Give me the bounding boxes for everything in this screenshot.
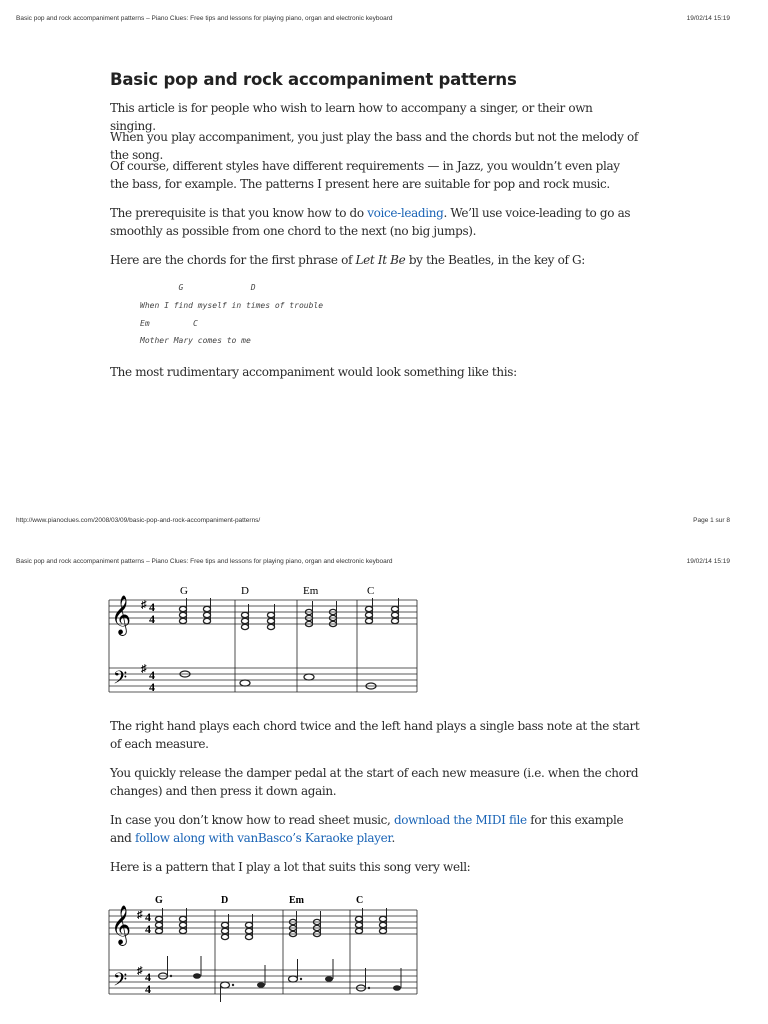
header-title: Basic pop and rock accompaniment patterns – Piano Clues: Free tips and lessons for playing piano, organ and electronic keyboard xyxy=(16,558,393,565)
page-header xyxy=(16,15,730,22)
key-signature-sharp: ♯ xyxy=(141,599,147,611)
lyrics-line: When I find myself in times of trouble xyxy=(140,301,324,310)
time-signature: 4 xyxy=(145,982,151,996)
voice-leading-link[interactable]: voice-leading xyxy=(367,206,444,220)
bass-clef-icon: 𝄢 xyxy=(113,667,128,692)
paragraph-text: When you play accompaniment, you just play the bass and the chords but not the melody of the song. xyxy=(110,130,638,162)
chord-label: C xyxy=(367,585,375,597)
paragraph-text: Of course, different styles have different requirements — in Jazz, you wouldn’t even play the bass, for example. The patterns I present here are suitable for pop and rock music. xyxy=(110,159,620,191)
time-signature: 4 xyxy=(149,680,155,694)
lyrics-line: Mother Mary comes to me xyxy=(140,336,251,345)
paragraph xyxy=(110,251,640,269)
lyrics-chord-line: G D xyxy=(140,283,256,292)
chord-label: Em xyxy=(303,585,319,597)
page-footer xyxy=(16,517,730,524)
article-title-block xyxy=(110,70,640,89)
paragraph-text: This article is for people who wish to learn how to accompany a singer, or their own singing. xyxy=(110,101,593,133)
treble-clef-icon: 𝄞 xyxy=(111,597,132,634)
time-signature: 4 xyxy=(149,612,155,626)
paragraph xyxy=(110,717,640,753)
vanbasco-karaoke-link[interactable]: follow along with vanBasco’s Karaoke player xyxy=(134,831,392,845)
bass-clef-icon: 𝄢 xyxy=(113,969,128,994)
chord-label: G xyxy=(180,585,188,597)
paragraph-text xyxy=(110,204,640,240)
footer-url: http://www.pianoclues.com/2008/03/09/basic-pop-and-rock-accompaniment-patterns/ xyxy=(16,517,261,524)
treble-clef-icon: 𝄞 xyxy=(111,907,132,944)
download-midi-link[interactable]: download the MIDI file xyxy=(393,813,527,827)
paragraph-text xyxy=(110,251,640,269)
time-signature: 4 xyxy=(145,970,151,984)
sheet-music-example-1 xyxy=(105,580,425,700)
paragraph xyxy=(110,204,640,240)
header-date: 19/02/14 15:19 xyxy=(686,558,730,565)
sheet-music-example-2 xyxy=(105,890,425,1002)
key-signature-sharp: ♯ xyxy=(137,965,143,977)
chord-label: D xyxy=(241,585,249,597)
paragraph-text: Here is a pattern that I play a lot that suits this song very well: xyxy=(110,860,471,874)
time-signature: 4 xyxy=(145,910,151,924)
song-title: Let It Be xyxy=(355,253,406,267)
page-header xyxy=(16,558,730,565)
chord-label: D xyxy=(221,895,229,906)
key-signature-sharp: ♯ xyxy=(137,909,143,921)
paragraph xyxy=(110,157,640,193)
text-span: by the Beatles, in the key of G: xyxy=(405,253,585,267)
lyrics-chord-line: Em C xyxy=(140,319,198,328)
header-date: 19/02/14 15:19 xyxy=(686,15,730,22)
text-span: In case you don’t know how to read sheet music, xyxy=(110,813,394,827)
text-span: Here are the chords for the first phrase of xyxy=(110,253,356,267)
chord-label: Em xyxy=(289,895,304,906)
footer-page-number: Page 1 sur 8 xyxy=(693,517,730,524)
text-span: for this example and xyxy=(110,813,624,845)
paragraph xyxy=(110,363,640,381)
paragraph xyxy=(110,811,640,847)
time-signature: 4 xyxy=(149,668,155,682)
paragraph-text: You quickly release the damper pedal at the start of each new measure (i.e. when the chord changes) and then press it down again. xyxy=(110,766,639,798)
header-title: Basic pop and rock accompaniment patterns – Piano Clues: Free tips and lessons for playing piano, organ and electronic keyboard xyxy=(16,15,393,22)
key-signature-sharp: ♯ xyxy=(141,663,147,675)
paragraph-text: The most rudimentary accompaniment would look something like this: xyxy=(110,365,517,379)
text-span: . xyxy=(391,831,395,845)
paragraph xyxy=(110,858,640,876)
chord-label: G xyxy=(155,895,163,906)
paragraph-text: The right hand plays each chord twice and the left hand plays a single bass note at the start of each measure. xyxy=(110,719,640,751)
text-span: . We’ll use voice-leading to go as smoothly as possible from one chord to the next (no big jumps). xyxy=(110,206,631,238)
paragraph xyxy=(110,764,640,800)
page-title: Basic pop and rock accompaniment patterns xyxy=(110,70,517,89)
paragraph-text xyxy=(110,811,640,847)
text-span: The prerequisite is that you know how to do xyxy=(110,206,368,220)
time-signature: 4 xyxy=(145,922,151,936)
chord-label: C xyxy=(356,895,364,906)
time-signature: 4 xyxy=(149,600,155,614)
